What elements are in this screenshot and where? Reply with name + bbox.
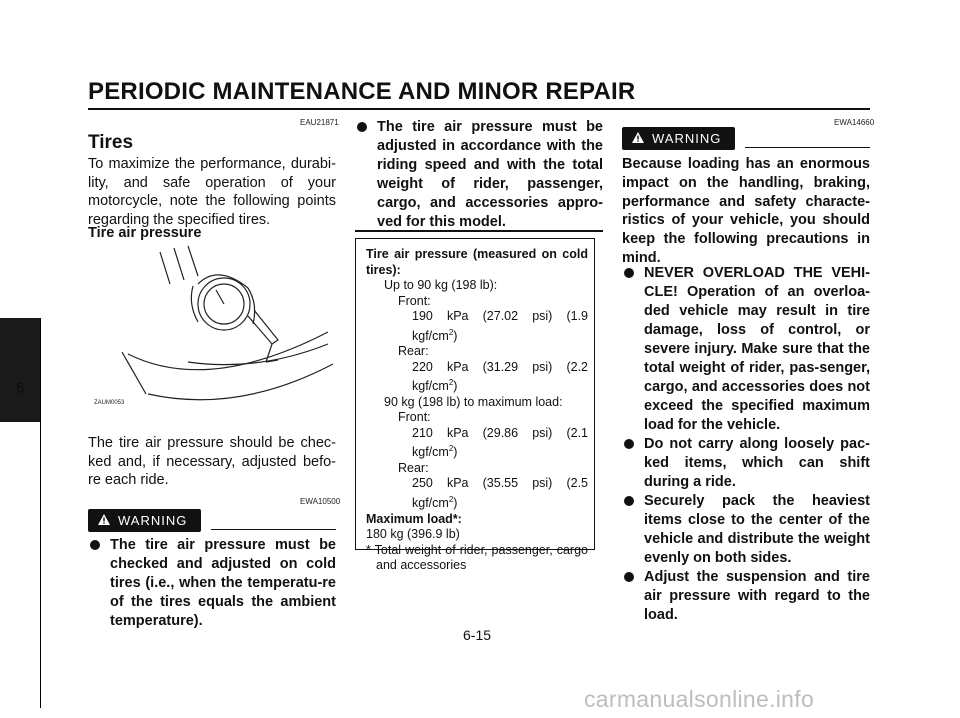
loading-warning-intro: Because loading has an enormous impact on the handling, braking, performance and safety characte-ristics of your vehicle, you should keep the following precautions in mind.	[622, 156, 870, 266]
header-rule	[88, 108, 870, 110]
warning-code: EWA10500	[300, 497, 341, 506]
tire-pressure-list	[355, 118, 603, 232]
bullet-icon	[624, 572, 634, 582]
tire-pressure-spec-box	[355, 238, 595, 573]
page-header-title: PERIODIC MAINTENANCE AND MINOR REPAIR	[88, 78, 636, 105]
page-number: 6-15	[463, 627, 492, 643]
spec-rear-2: 250 kPa (35.55 psi) (2.5 kgf/$cm^2$)	[412, 476, 588, 511]
illustration-code: ZAUM0053	[94, 400, 125, 406]
spec-max-load-label: Maximum load*:	[366, 511, 462, 526]
list-item: The tire air pressure must be checked and adjusted on cold tires (i.e., when the temperatu-re of the tires equals the ambient temperature).	[88, 536, 336, 631]
warning-triangle-icon	[98, 513, 110, 528]
warning-label-2: WARNING	[652, 130, 722, 146]
warning-badge-2	[622, 127, 735, 150]
chapter-number: 6	[16, 380, 25, 397]
spec-load-range-2: 90 kg (198 lb) to maximum load:	[384, 394, 563, 409]
check-instructions: The tire air pressure should be chec-ked and, if necessary, adjusted befo-re each ride.	[88, 435, 336, 488]
warning-header-2	[622, 126, 870, 150]
section-code: EAU21871	[300, 118, 339, 127]
list-item: Do not carry along loosely pac-ked items, which can shift during a ride.	[622, 435, 870, 492]
spec-load-range-1: Up to 90 kg (198 lb):	[384, 278, 498, 292]
warning-rule-2	[745, 147, 870, 149]
warning-triangle-icon	[632, 131, 644, 146]
list-item: Adjust the suspension and tire air pressure with regard to the load.	[622, 568, 870, 625]
bullet-icon	[357, 122, 367, 132]
list-item: NEVER OVERLOAD THE VEHI-CLE! Operation of an overloa-ded vehicle may result in tire damage, loss of control, or severe injury. Make sure that the total weight of rider, pas-senger, cargo, and accessories does not exceed the specified maximum load for the vehicle.	[622, 264, 870, 435]
bullet-icon	[624, 439, 634, 449]
warning-badge	[88, 509, 201, 532]
bullet-icon	[90, 540, 100, 550]
spec-title: Tire air pressure (measured on cold tires):	[366, 247, 588, 277]
spec-front-label-2: Front:	[398, 410, 431, 425]
spec-rear-label: Rear:	[398, 344, 429, 359]
subheading-tire-air-pressure: Tire air pressure	[88, 225, 202, 241]
warning-rule	[211, 529, 336, 531]
list-item: The tire air pressure must be adjusted in accordance with the riding speed and with the total weight of rider, passenger, cargo, and accessories appro-ved for this model.	[355, 118, 603, 232]
bullet-icon	[624, 496, 634, 506]
spec-rear-1: 220 kPa (31.29 psi) (2.2 kgf/$cm^2$)	[412, 359, 588, 394]
loading-precautions-list	[622, 264, 870, 625]
spec-front-2: 210 kPa (29.86 psi) (2.1 kgf/$cm^2$)	[412, 425, 588, 460]
tire-gauge-illustration	[88, 244, 336, 412]
warning-list	[88, 536, 336, 631]
bullet-icon	[624, 268, 634, 278]
warning-label: WARNING	[118, 512, 188, 528]
watermark: carmanualsonline.info	[584, 686, 815, 712]
list-item: Securely pack the heaviest items close to the center of the vehicle and distribute the weight evenly on both sides.	[622, 492, 870, 568]
spec-front-1: 190 kPa (27.02 psi) (1.9 kgf/$cm^2$)	[412, 309, 588, 343]
warning-header	[88, 508, 336, 532]
section-heading-tires: Tires	[88, 132, 134, 153]
spec-footnote: * Total weight of rider, passenger, cargo and accessories	[366, 542, 588, 573]
spec-rear-label-2: Rear:	[398, 460, 429, 475]
spec-front-label: Front:	[398, 293, 431, 308]
chapter-tab-marker	[0, 318, 40, 422]
warning-code-2: EWA14660	[834, 118, 875, 127]
spec-max-load-value: 180 kg (396.9 lb)	[366, 527, 460, 542]
section-rule	[355, 230, 603, 232]
tires-intro: To maximize the performance, durabi-lity, and safe operation of your motorcycle, note the following points regarding the specified tires.	[88, 156, 336, 228]
